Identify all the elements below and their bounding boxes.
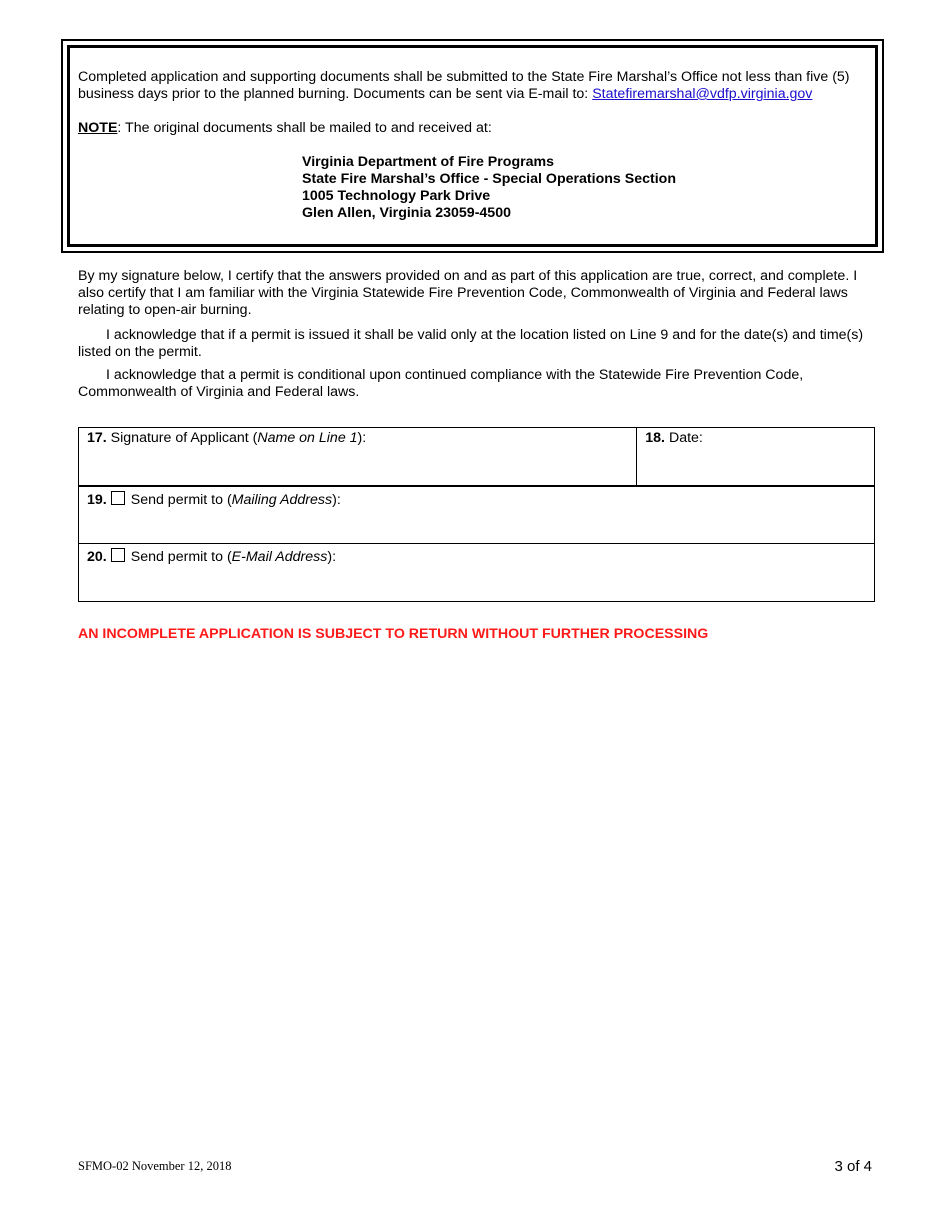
certification-paragraph-3: I acknowledge that a permit is conditional upon continued compliance with the Statewide Fire Prevention Code, Commonwealth of Virginia and Federal laws. [78, 367, 804, 400]
certification-paragraph-1: By my signature below, I certify that the answers provided on and as part of this application are true, correct, and complete. I also certify that I am familiar with the Virginia Statewide Fire Prevention Code, Commonwealth of Virginia and Federal laws relating to open-air burning. [78, 268, 858, 318]
address-line-2: State Fire Marshal’s Office - Special Operations Section [302, 171, 676, 187]
mailing-address-row [79, 486, 875, 544]
send-by-email-checkbox[interactable] [111, 548, 125, 562]
note-paragraph [78, 120, 492, 137]
note-text: : The original documents shall be mailed to and received at: [117, 120, 492, 136]
email-address-field[interactable] [79, 544, 875, 602]
field-20-number: 20. [87, 549, 107, 565]
date-field[interactable] [637, 428, 875, 486]
field-19-hint: Mailing Address [231, 491, 333, 508]
field-20-label: Send permit to ( [130, 549, 232, 565]
field-18-number: 18. [645, 430, 666, 446]
field-17-hint: Name on Line 1 [257, 430, 358, 446]
field-18-label: Date: [665, 430, 703, 446]
incomplete-application-warning: AN INCOMPLETE APPLICATION IS SUBJECT TO RETURN WITHOUT FURTHER PROCESSING [78, 626, 709, 642]
certification-paragraph-2: I acknowledge that if a permit is issued it shall be valid only at the location listed on Line 9 and for the date(s) and time(s) listed on the permit. [78, 327, 864, 360]
signature-row [79, 428, 875, 486]
field-19-label: Send permit to ( [130, 491, 232, 508]
field-19-suffix: ): [332, 491, 341, 508]
email-link[interactable]: Statefiremarshal@vdfp.virginia.gov [592, 86, 813, 102]
submission-instructions [78, 69, 878, 103]
signature-field[interactable] [79, 428, 637, 486]
submission-text: Completed application and supporting documents shall be submitted to the State Fire Marshal’s Office not less than five (5) business days prior to the planned burning. Documents can be sent via E-mail to: [78, 69, 850, 102]
page-number: 3 of 4 [834, 1158, 872, 1175]
field-17-number: 17. [87, 430, 107, 446]
form-id-footer: SFMO-02 November 12, 2018 [78, 1159, 232, 1173]
note-label: NOTE [78, 120, 118, 136]
address-line-1: Virginia Department of Fire Programs [302, 154, 555, 170]
field-20-suffix: ): [327, 549, 337, 565]
send-by-mail-checkbox[interactable] [111, 491, 125, 505]
mailing-address [302, 154, 676, 222]
signature-table [78, 427, 875, 602]
field-20-hint: E-Mail Address [231, 549, 328, 565]
field-19-number: 19. [87, 491, 107, 508]
field-17-suffix: ): [357, 430, 367, 446]
field-17-label: Signature of Applicant ( [106, 430, 258, 446]
certification-statement [78, 268, 878, 401]
address-line-3: 1005 Technology Park Drive [302, 188, 491, 204]
mailing-address-field[interactable] [79, 486, 875, 544]
email-address-row [79, 544, 875, 602]
address-line-4: Glen Allen, Virginia 23059-4500 [302, 205, 511, 221]
